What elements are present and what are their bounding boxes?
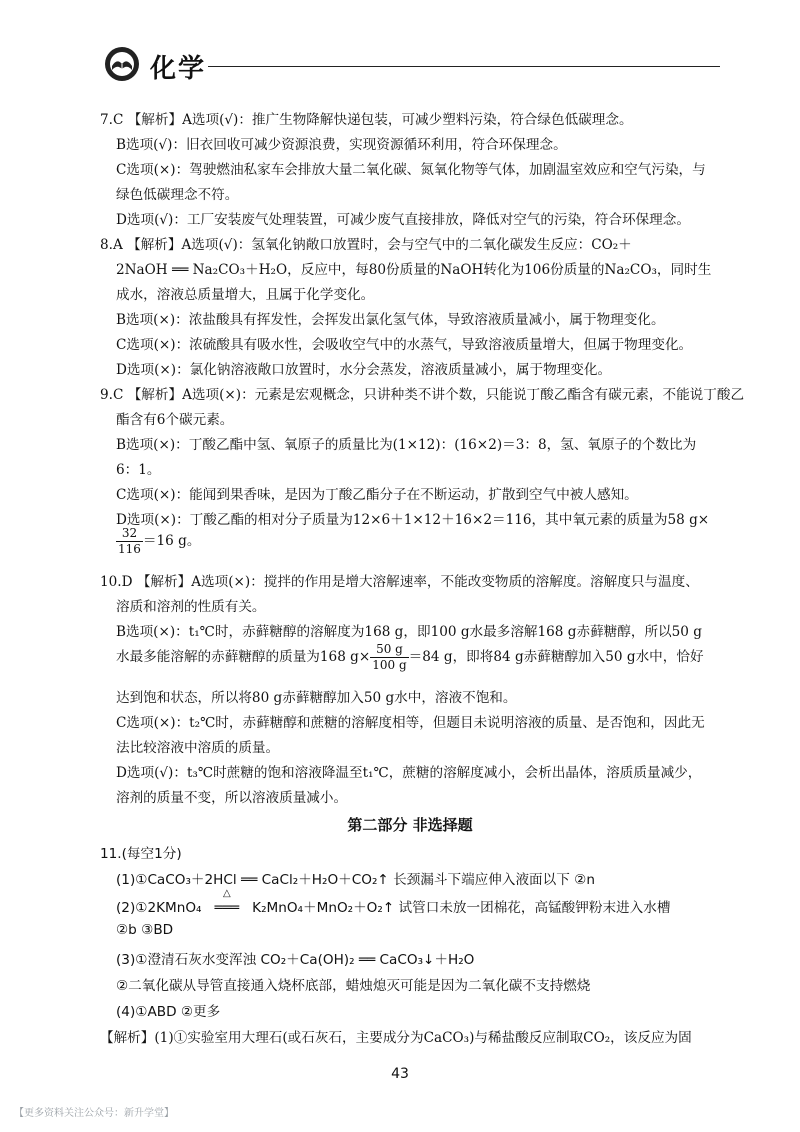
page-number: 43 [391,1066,409,1082]
text-line: 7.C 【解析】A选项(√)：推广生物降解快递包装，可减少塑料污染，符合绿色低碳理念。 [100,112,633,128]
book-logo-icon [100,44,146,84]
text-line: C选项(×)：驾驶燃油私家车会排放大量二氧化碳、氮氧化物等气体，加剧温室效应和空气污染，与 [116,162,706,178]
fraction [116,526,143,557]
text-line: B选项(×)：丁酸乙酯中氢、氧原子的质量比为(1×12)：(16×2)＝3：8，氢、氧原子的个数比为 [116,437,697,453]
text-line: 达到饱和状态，所以将80 g赤藓糖醇加入50 g水中，溶液不饱和。 [116,690,517,706]
text-line: 溶剂的质量不变，所以溶液质量减小。 [116,790,348,806]
text-line: (4)①ABD ②更多 [116,1004,221,1020]
reaction-arrow: △ ═══ [206,900,248,916]
section-title: 第二部分 非选择题 [347,816,473,834]
fraction-line [116,526,200,557]
text-line: C选项(×)：t₂℃时，赤藓糖醇和蔗糖的溶解度相等，但题目未说明溶液的质量、是否饱和，因此无 [116,715,705,731]
fraction-line [116,642,704,673]
text-line: 法比较溶液中溶质的质量。 [116,740,280,756]
fraction-numerator: 50 g [370,642,408,658]
text-line: C选项(×)：能闻到果香味，是因为丁酸乙酯分子在不断运动，扩散到空气中被人感知。 [116,487,638,503]
text-line: B选项(×)：浓盐酸具有挥发性，会挥发出氯化氢气体，导致溶液质量减小，属于物理变化。 [116,312,665,328]
text-line: D选项(×)：氯化钠溶液敞口放置时，水分会蒸发，溶液质量减小，属于物理变化。 [116,362,612,378]
text-line: 2NaOH ══ Na₂CO₃＋H₂O，反应中，每80份质量的NaOH转化为106份质量的Na₂CO₃，同时生 [116,262,712,278]
text-line: ②b ③BD [116,922,174,938]
header-rule [208,66,720,67]
text-line: (3)①澄清石灰水变浑浊 CO₂＋Ca(OH)₂ ══ CaCO₃↓＋H₂O [116,952,475,968]
fraction-numerator: 32 [116,526,143,542]
text-span: (2)①2KMnO₄ [116,900,206,916]
fraction [370,642,408,673]
text-line: B选项(√)：旧衣回收可减少资源浪费，实现资源循环利用，符合环保理念。 [116,137,567,153]
text-line: D选项(√)：工厂安装废气处理装置，可减少废气直接排放，降低对空气的污染，符合环保理念。 [116,212,690,228]
text-span: 水最多能溶解的赤藓糖醇的质量为168 g× [116,649,371,665]
text-line: 11.(每空1分) [100,846,182,862]
text-line: 绿色低碳理念不符。 [116,187,239,203]
text-line: B选项(×)：t₁℃时，赤藓糖醇的溶解度为168 g，即100 g水最多溶解168 g赤藓糖醇，所以50 g [116,624,702,640]
text-line: (1)①CaCO₃＋2HCl ══ CaCl₂＋H₂O＋CO₂↑ 长颈漏斗下端应伸入液面以下 ②n [116,872,595,888]
text-line: 溶质和溶剂的性质有关。 [116,599,266,615]
fraction-denominator: 100 g [372,658,407,672]
text-span: ＝16 g。 [142,533,201,549]
text-line: C选项(×)：浓硫酸具有吸水性，会吸收空气中的水蒸气，导致溶液质量增大，但属于物理变化。 [116,337,693,353]
text-line [116,888,671,916]
text-line: 成水，溶液总质量增大，且属于化学变化。 [116,287,375,303]
text-line: D选项(√)：t₃℃时蔗糖的饱和溶液降温至t₁℃，蔗糖的溶解度减小，会析出晶体，溶质质量减少， [116,765,702,781]
text-line: 9.C 【解析】A选项(×)：元素是宏观概念，只讲种类不讲个数，只能说丁酸乙酯含有碳元素，不能说丁酸乙 [100,387,745,403]
heat-condition: △ [222,888,231,899]
text-line: 酯含有6个碳元素。 [116,412,234,428]
text-span: ＝84 g，即将84 g赤藓糖醇加入50 g水中，恰好 [408,649,704,665]
text-line: 8.A 【解析】A选项(√)：氢氧化钠敞口放置时，会与空气中的二氧化碳发生反应：CO₂＋ [100,237,632,253]
footer-note: 【更多资料关注公众号：新升学堂】 [14,1108,174,1119]
text-line: D选项(×)：丁酸乙酯的相对分子质量为12×6＋1×12＋16×2＝116，其中氧元素的质量为58 g× [116,512,710,528]
fraction-denominator: 116 [118,542,141,556]
text-line: 6：1。 [116,462,161,478]
text-span: K₂MnO₄＋MnO₂＋O₂↑ 试管口未放一团棉花，高锰酸钾粉末进入水槽 [247,900,671,916]
text-line: ②二氧化碳从导管直接通入烧杯底部，蜡烛熄灭可能是因为二氧化碳不支持燃烧 [116,978,591,994]
subject-title: 化学 [150,54,207,84]
text-line: 10.D 【解析】A选项(×)：搅拌的作用是增大溶解速率，不能改变物质的溶解度。溶解度只与温度、 [100,574,699,590]
page-header [100,44,720,84]
text-line: 【解析】(1)①实验室用大理石(或石灰石，主要成分为CaCO₃)与稀盐酸反应制取CO₂，该反应为固 [100,1030,692,1046]
